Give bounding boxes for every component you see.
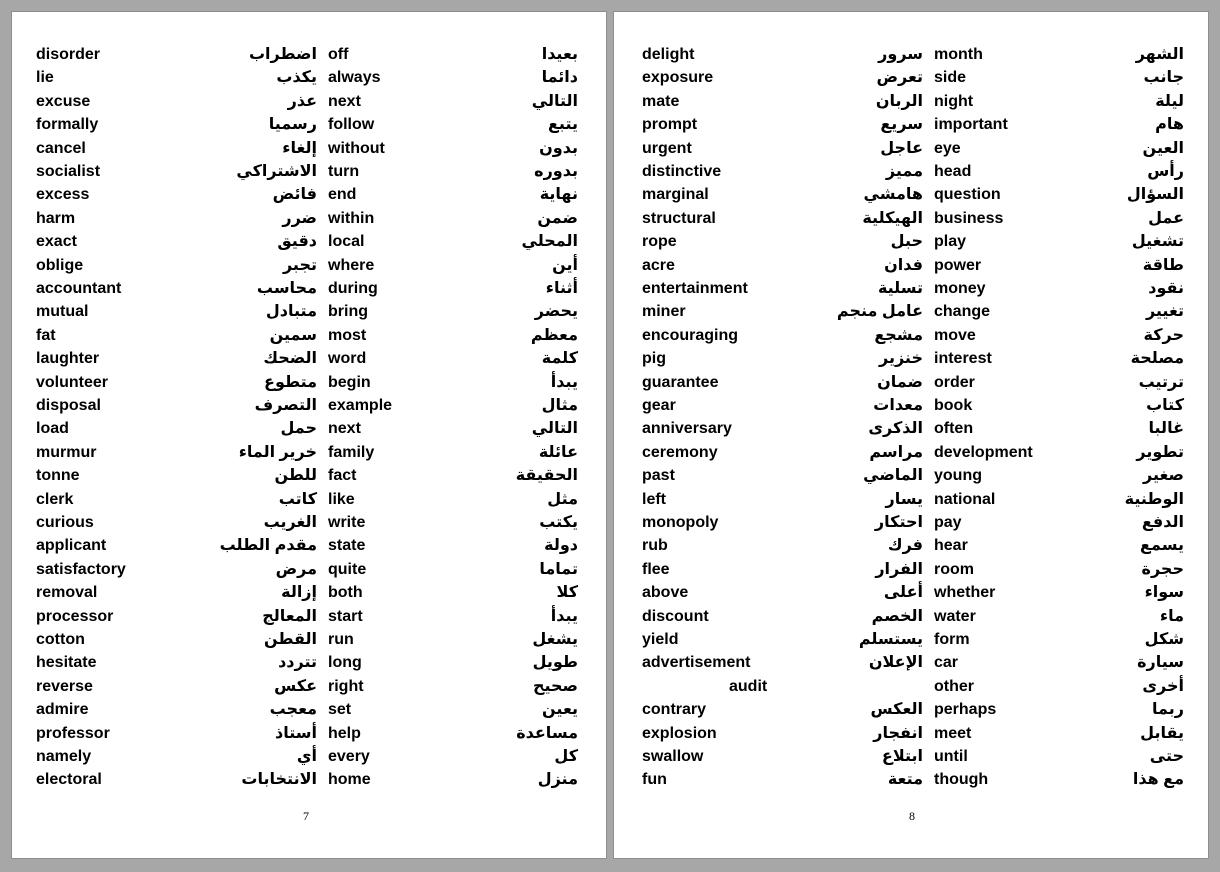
english-word: meet [934, 725, 972, 742]
english-word: interest [934, 350, 992, 367]
english-word: help [328, 725, 361, 742]
english-word: pay [934, 514, 962, 531]
english-word: structural [642, 210, 716, 227]
english-word: next [328, 93, 361, 110]
english-word: development [934, 444, 1033, 461]
english-word: home [328, 771, 371, 788]
arabic-translation: يحضر [534, 303, 578, 320]
page-number: 8 [909, 809, 915, 823]
arabic-translation: يبدأ [550, 374, 578, 391]
arabic-translation: يقابل [1140, 725, 1184, 742]
english-word: oblige [36, 257, 84, 274]
arabic-translation: سريع [880, 116, 923, 133]
arabic-translation: عائلة [538, 444, 578, 461]
arabic-translation: فائض [272, 186, 317, 203]
english-word: electoral [36, 771, 102, 788]
english-word: national [934, 491, 996, 508]
arabic-translation: يكتب [539, 514, 578, 531]
english-word: within [328, 210, 375, 227]
arabic-translation: كلمة [541, 350, 578, 367]
english-word: flee [642, 561, 670, 578]
english-word: example [328, 397, 393, 414]
english-word: move [934, 327, 976, 344]
arabic-translation: للطن [274, 467, 317, 484]
english-word: excuse [36, 93, 91, 110]
english-word: disorder [36, 46, 101, 63]
arabic-translation: حتى [1149, 748, 1184, 765]
english-word: off [328, 46, 349, 63]
arabic-translation: يتبع [548, 116, 578, 133]
english-word: often [934, 420, 974, 437]
english-word: load [36, 420, 69, 437]
english-word: water [934, 608, 976, 625]
english-word: both [328, 584, 363, 601]
english-word: curious [36, 514, 94, 531]
english-word: past [642, 467, 675, 484]
arabic-translation: عذر [287, 93, 317, 110]
arabic-translation: متعة [887, 771, 923, 788]
arabic-translation: السؤال [1126, 186, 1184, 203]
english-word: rub [642, 537, 668, 554]
english-word: socialist [36, 163, 101, 180]
english-word: mate [642, 93, 680, 110]
english-word: night [934, 93, 974, 110]
arabic-translation: ترتيب [1138, 374, 1184, 391]
english-word: processor [36, 608, 114, 625]
arabic-translation: أين [552, 257, 578, 274]
document-page-8 [614, 12, 1208, 858]
arabic-translation: التالي [531, 93, 578, 110]
arabic-translation: دائما [541, 69, 578, 86]
english-word: run [328, 631, 354, 648]
arabic-translation: الوطنية [1124, 491, 1184, 508]
english-word: delight [642, 46, 695, 63]
english-word: advertisement [642, 654, 751, 671]
arabic-translation: تطوير [1136, 444, 1184, 461]
arabic-translation: أي [296, 748, 317, 765]
arabic-translation: دقيق [277, 233, 317, 250]
arabic-translation: ضمن [537, 210, 578, 227]
arabic-translation: إزالة [281, 584, 317, 601]
english-word: always [328, 69, 381, 86]
english-word: play [934, 233, 967, 250]
english-word: rope [642, 233, 677, 250]
arabic-translation: الانتخابات [241, 771, 317, 788]
english-word: hear [934, 537, 968, 554]
arabic-translation: مصلحة [1130, 350, 1184, 367]
english-word: distinctive [642, 163, 722, 180]
arabic-translation: كلا [556, 584, 578, 601]
english-word: end [328, 186, 357, 203]
arabic-translation: معجب [269, 701, 317, 718]
english-word: clerk [36, 491, 74, 508]
arabic-translation: يعين [542, 701, 578, 718]
english-word: cotton [36, 631, 85, 648]
arabic-translation: الغريب [263, 514, 317, 531]
english-word: disposal [36, 397, 101, 414]
arabic-translation: الماضي [863, 467, 923, 484]
english-word: fat [36, 327, 56, 344]
arabic-translation: طاقة [1142, 257, 1184, 274]
arabic-translation: طويل [532, 654, 578, 671]
english-word: murmur [36, 444, 97, 461]
arabic-translation: الخصم [871, 608, 923, 625]
english-word: removal [36, 584, 98, 601]
arabic-translation: الشهر [1135, 46, 1184, 63]
english-word: acre [642, 257, 675, 274]
arabic-translation: هام [1155, 116, 1184, 133]
english-word: local [328, 233, 365, 250]
english-word: month [934, 46, 983, 63]
english-word: fun [642, 771, 667, 788]
english-word: reverse [36, 678, 93, 695]
arabic-translation: رسميا [268, 116, 317, 133]
arabic-translation: تغيير [1145, 303, 1184, 320]
arabic-translation: مقدم الطلب [219, 537, 317, 554]
english-word: miner [642, 303, 686, 320]
english-word: long [328, 654, 362, 671]
arabic-translation: ابتلاع [881, 748, 923, 765]
arabic-translation: بدوره [534, 163, 578, 180]
english-word: professor [36, 725, 110, 742]
english-word: until [934, 748, 968, 765]
english-word: though [934, 771, 989, 788]
arabic-translation: مميز [885, 163, 923, 180]
arabic-translation: أعلى [883, 584, 923, 601]
arabic-translation: بدون [539, 140, 578, 157]
arabic-translation: عكس [274, 678, 317, 695]
english-word: form [934, 631, 970, 648]
english-word: pig [642, 350, 666, 367]
arabic-translation: يسار [885, 491, 923, 508]
arabic-translation: الدفع [1141, 514, 1184, 531]
arabic-translation: المحلي [521, 233, 578, 250]
english-word: like [328, 491, 355, 508]
arabic-translation: مساعدة [516, 725, 578, 742]
english-word: quite [328, 561, 367, 578]
arabic-translation: نقود [1148, 280, 1184, 297]
arabic-translation: معدات [873, 397, 923, 414]
arabic-translation: سيارة [1137, 654, 1184, 671]
arabic-translation: متطوع [264, 374, 317, 391]
arabic-translation: عمل [1148, 210, 1184, 227]
arabic-translation: مراسم [869, 444, 923, 461]
english-word: exposure [642, 69, 714, 86]
english-word: yield [642, 631, 679, 648]
english-word: set [328, 701, 352, 718]
english-word: begin [328, 374, 371, 391]
english-word: state [328, 537, 366, 554]
arabic-translation: كاتب [278, 491, 317, 508]
arabic-translation: إلغاء [282, 140, 317, 157]
arabic-translation: الذكرى [868, 420, 923, 437]
arabic-translation: الفرار [875, 561, 923, 578]
arabic-translation: تشغيل [1131, 233, 1184, 250]
english-word: question [934, 186, 1001, 203]
english-word: side [934, 69, 967, 86]
arabic-translation: يستسلم [858, 631, 923, 648]
arabic-translation: فرك [887, 537, 923, 554]
arabic-translation: التصرف [254, 397, 317, 414]
arabic-translation: رأس [1147, 163, 1184, 180]
arabic-translation: فدان [884, 257, 923, 274]
arabic-translation: التالي [531, 420, 578, 437]
english-word: namely [36, 748, 92, 765]
document-page-7 [12, 12, 606, 858]
arabic-translation: حركة [1143, 327, 1184, 344]
arabic-translation: مثال [541, 397, 578, 414]
english-word: change [934, 303, 991, 320]
arabic-translation: تتردد [278, 654, 317, 671]
english-word: bring [328, 303, 368, 320]
english-word: admire [36, 701, 89, 718]
arabic-translation: الحقيقة [515, 467, 578, 484]
arabic-translation: سرور [878, 46, 923, 63]
english-word: above [642, 584, 689, 601]
arabic-translation: القطن [264, 631, 317, 648]
english-word: room [934, 561, 974, 578]
english-word: right [328, 678, 364, 695]
page-number: 7 [303, 809, 309, 823]
english-word: other [934, 678, 974, 695]
english-word: urgent [642, 140, 692, 157]
english-word: every [328, 748, 370, 765]
arabic-translation: مع هذا [1132, 771, 1184, 788]
english-word: left [642, 491, 666, 508]
arabic-translation: مثل [547, 491, 578, 508]
english-word: lie [36, 69, 54, 86]
arabic-translation: حمل [280, 420, 317, 437]
arabic-translation: الربان [875, 93, 923, 110]
english-word: most [328, 327, 367, 344]
arabic-translation: اضطراب [248, 46, 317, 63]
arabic-translation: تماما [539, 561, 578, 578]
arabic-translation: تعرض [876, 69, 923, 86]
arabic-translation: صغير [1143, 467, 1184, 484]
arabic-translation: المعالج [262, 608, 317, 625]
arabic-translation: هامشي [863, 186, 923, 203]
stray-word: audit [729, 678, 768, 695]
arabic-translation: عامل منجم [836, 303, 923, 320]
english-word: anniversary [642, 420, 732, 437]
english-word: mutual [36, 303, 89, 320]
arabic-translation: العكس [870, 701, 923, 718]
arabic-translation: معظم [530, 327, 578, 344]
english-word: harm [36, 210, 76, 227]
english-word: fact [328, 467, 357, 484]
english-word: laughter [36, 350, 100, 367]
arabic-translation: يشغل [532, 631, 578, 648]
english-word: eye [934, 140, 961, 157]
english-word: formally [36, 116, 99, 133]
arabic-translation: حبل [890, 233, 923, 250]
english-word: family [328, 444, 375, 461]
arabic-translation: سواء [1144, 584, 1184, 601]
english-word: entertainment [642, 280, 748, 297]
arabic-translation: غالبا [1148, 420, 1184, 437]
english-word: power [934, 257, 982, 274]
arabic-translation: تجبر [282, 257, 317, 274]
english-word: money [934, 280, 986, 297]
english-word: write [328, 514, 366, 531]
arabic-translation: الاشتراكي [236, 163, 317, 180]
english-word: important [934, 116, 1008, 133]
english-word: volunteer [36, 374, 109, 391]
english-word: tonne [36, 467, 80, 484]
english-word: word [328, 350, 367, 367]
english-word: during [328, 280, 378, 297]
english-word: car [934, 654, 959, 671]
english-word: order [934, 374, 975, 391]
english-word: next [328, 420, 361, 437]
arabic-translation: الضحك [263, 350, 317, 367]
arabic-translation: خرير الماء [238, 444, 317, 461]
arabic-translation: مرض [275, 561, 317, 578]
english-word: perhaps [934, 701, 997, 718]
arabic-translation: خنزير [879, 350, 923, 367]
english-word: satisfactory [36, 561, 126, 578]
english-word: hesitate [36, 654, 97, 671]
english-word: monopoly [642, 514, 719, 531]
arabic-translation: مشجع [874, 327, 923, 344]
arabic-translation: ربما [1152, 701, 1184, 718]
english-word: applicant [36, 537, 107, 554]
arabic-translation: يكذب [276, 69, 317, 86]
arabic-translation: انفجار [873, 725, 923, 742]
arabic-translation: كتاب [1146, 397, 1184, 414]
arabic-translation: أخرى [1142, 678, 1184, 695]
arabic-translation: صحيح [532, 678, 578, 695]
english-word: head [934, 163, 972, 180]
arabic-translation: كل [554, 748, 578, 765]
english-word: start [328, 608, 363, 625]
english-word: excess [36, 186, 90, 203]
english-word: encouraging [642, 327, 739, 344]
english-word: exact [36, 233, 77, 250]
english-word: contrary [642, 701, 707, 718]
english-word: explosion [642, 725, 717, 742]
arabic-translation: محاسب [256, 280, 317, 297]
english-word: prompt [642, 116, 698, 133]
arabic-translation: سمين [269, 327, 317, 344]
arabic-translation: حجرة [1141, 561, 1184, 578]
arabic-translation: أثناء [545, 280, 578, 297]
english-word: swallow [642, 748, 704, 765]
arabic-translation: تسلية [877, 280, 923, 297]
english-word: where [328, 257, 375, 274]
arabic-translation: دولة [544, 537, 578, 554]
arabic-translation: منزل [537, 771, 578, 788]
arabic-translation: ضرر [282, 210, 317, 227]
arabic-translation: نهاية [539, 186, 578, 203]
english-word: book [934, 397, 973, 414]
english-word: whether [934, 584, 996, 601]
english-word: ceremony [642, 444, 718, 461]
arabic-translation: عاجل [880, 140, 923, 157]
english-word: follow [328, 116, 375, 133]
arabic-translation: احتكار [874, 514, 923, 531]
english-word: marginal [642, 186, 709, 203]
english-word: guarantee [642, 374, 719, 391]
english-word: business [934, 210, 1004, 227]
arabic-translation: يسمع [1140, 537, 1184, 554]
arabic-translation: الهيكلية [862, 210, 923, 227]
arabic-translation: يبدأ [550, 608, 578, 625]
arabic-translation: أستاذ [275, 725, 317, 742]
arabic-translation: العين [1142, 140, 1184, 157]
arabic-translation: بعيدا [541, 46, 578, 63]
arabic-translation: الإعلان [868, 654, 923, 671]
english-word: accountant [36, 280, 122, 297]
arabic-translation: متبادل [265, 303, 317, 320]
arabic-translation: شكل [1144, 631, 1184, 648]
english-word: discount [642, 608, 709, 625]
english-word: gear [642, 397, 676, 414]
english-word: young [934, 467, 982, 484]
arabic-translation: جانب [1143, 69, 1184, 86]
english-word: without [328, 140, 385, 157]
english-word: cancel [36, 140, 86, 157]
arabic-translation: ماء [1159, 608, 1184, 625]
arabic-translation: ضمان [877, 374, 923, 391]
arabic-translation: ليلة [1155, 93, 1184, 110]
english-word: turn [328, 163, 360, 180]
